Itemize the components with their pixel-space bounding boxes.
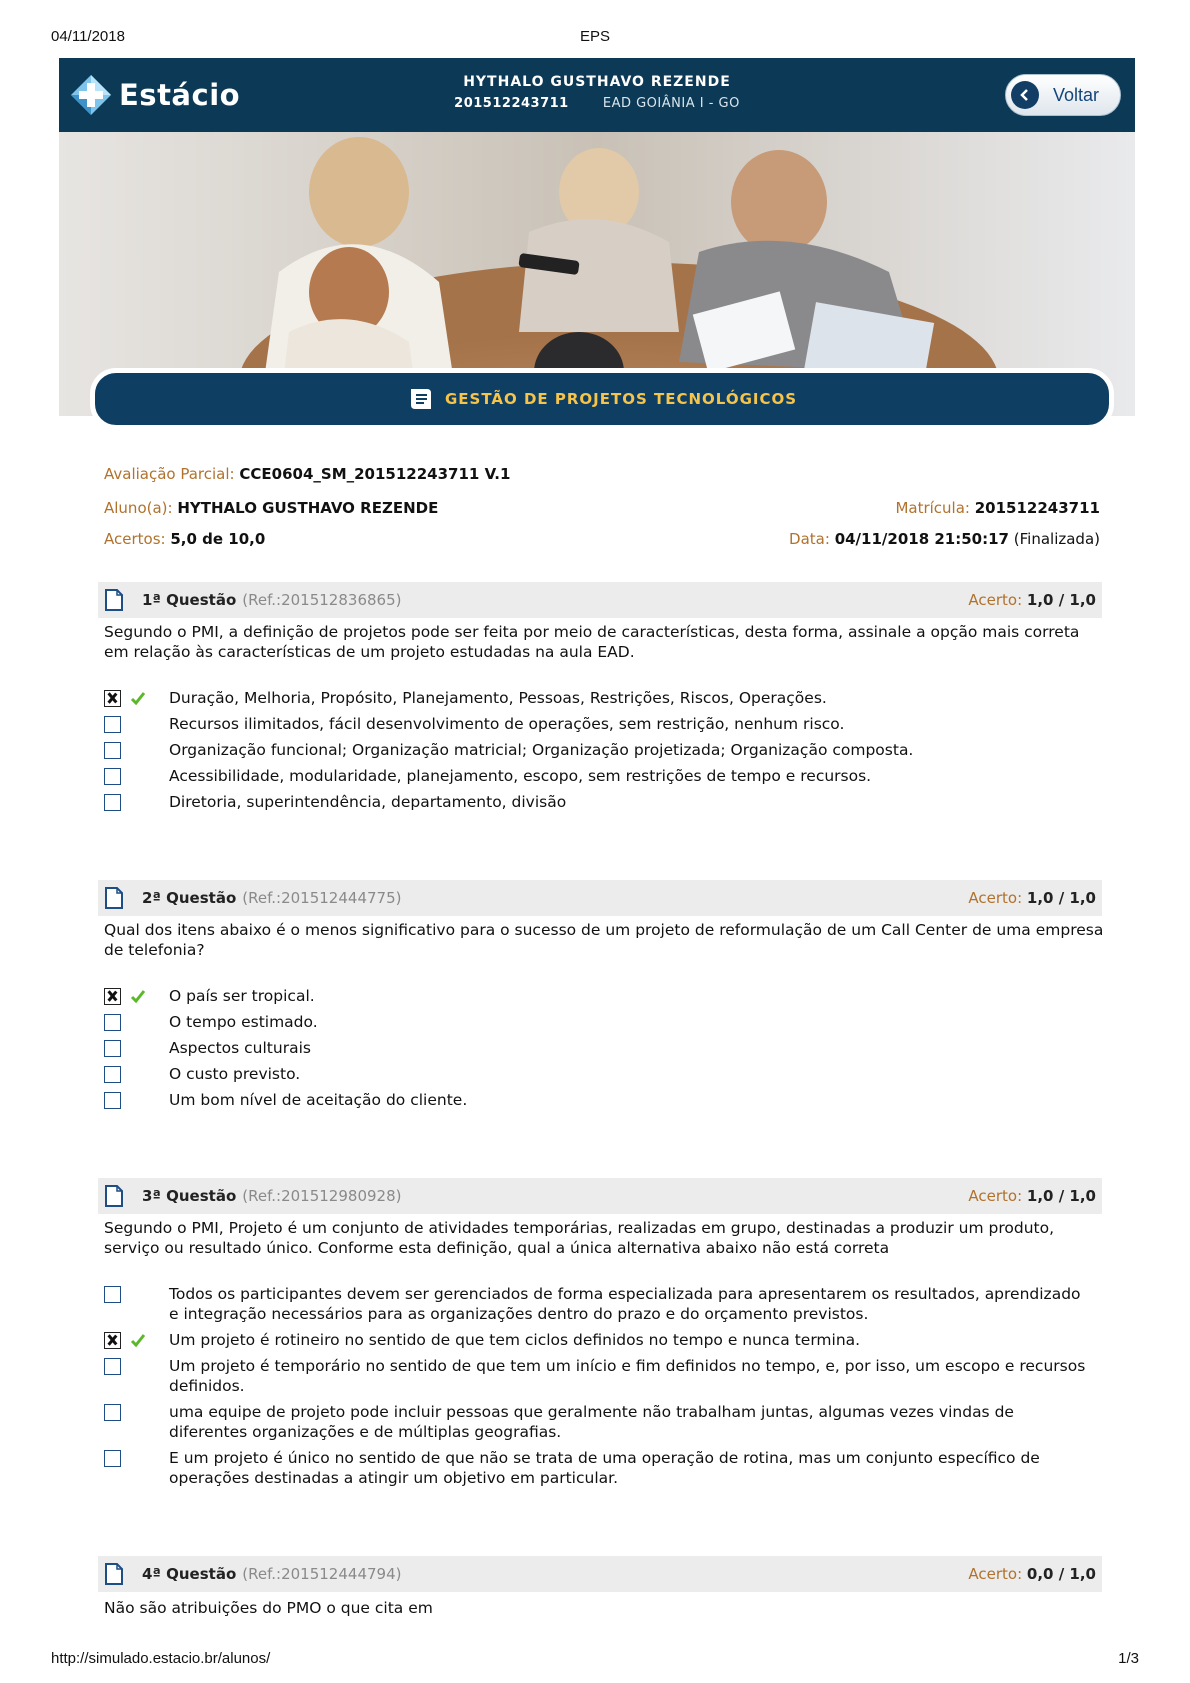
question-text: Qual dos itens abaixo é o menos significativo para o sucesso de um projeto de reformulação de um Call Center de uma empresa de telefonia? [104,921,1104,959]
question-ref: (Ref.:201512444794) [242,1565,402,1583]
option-text: O país ser tropical. [169,987,315,1005]
matricula-value: 201512243711 [974,499,1100,517]
question-text: Segundo o PMI, Projeto é um conjunto de atividades temporárias, realizadas em grupo, destinadas a produzir um produto, serviço ou resultado único. Conforme esta definição, qual a única alternativa abaixo não está correta [104,1219,1055,1257]
option-item[interactable] [104,1356,1104,1398]
checkmark-icon [130,988,146,1004]
matricula-row [895,499,1100,517]
acertos-label: Acertos: [104,530,166,548]
option-item[interactable] [104,714,1104,736]
option-text: Recursos ilimitados, fácil desenvolvimento de operações, sem restrição, nenhum risco. [169,715,845,733]
question-text: Não são atribuições do PMO o que cita em [104,1599,433,1617]
document-icon [104,1563,124,1585]
score-label: Acerto: [968,591,1023,609]
print-footer [51,1650,1139,1670]
student-row [104,499,438,517]
question-header [98,880,1102,916]
matricula-label: Matrícula: [895,499,970,517]
option-text: Diretoria, superintendência, departamento, divisão [169,793,567,811]
top-bar [59,58,1135,132]
question-ref: (Ref.:201512444775) [242,889,402,907]
option-item[interactable] [104,1448,1104,1490]
question-score [968,591,1096,609]
student-id: 201512243711 [454,96,569,111]
logo-text: Estácio [119,78,241,112]
checkbox[interactable] [104,1014,121,1031]
option-text: Organização funcional; Organização matricial; Organização projetizada; Organização composta. [169,741,914,759]
option-text: Um projeto é rotineiro no sentido de que tem ciclos definidos no tempo e nunca termina. [169,1331,861,1349]
option-text: E um projeto é único no sentido de que não se trata de uma operação de rotina, mas um conjunto específico de operações destinadas a atingir um objetivo em particular. [169,1449,1040,1487]
checkbox-checked[interactable] [104,690,121,707]
checkbox[interactable] [104,1358,121,1375]
option-item[interactable] [104,766,1104,788]
checkbox[interactable] [104,1040,121,1057]
question-number: 2ª Questão [142,889,237,907]
question-ref: (Ref.:201512980928) [242,1187,402,1205]
score-max: / 1,0 [1053,889,1096,907]
question-header [98,1556,1102,1592]
print-page-number: 1/3 [1118,1650,1139,1667]
checkmark-icon [130,1332,146,1348]
option-text: O tempo estimado. [169,1013,318,1031]
option-item[interactable] [104,1284,1104,1326]
question-score [968,1187,1096,1205]
question-score [968,1565,1096,1583]
option-text: Acessibilidade, modularidade, planejamento, escopo, sem restrições de tempo e recursos. [169,767,872,785]
checkbox[interactable] [104,1450,121,1467]
option-text: Um projeto é temporário no sentido de que tem um início e fim definidos no tempo, e, por isso, um escopo e recursos definidos. [169,1357,1086,1395]
print-url: http://simulado.estacio.br/alunos/ [51,1650,271,1667]
checkbox[interactable] [104,1286,121,1303]
option-item[interactable] [104,688,1104,710]
score-max: / 1,0 [1053,591,1096,609]
student-info [59,74,1135,111]
question-number: 3ª Questão [142,1187,237,1205]
evaluation-label: Avaliação Parcial: [104,465,235,483]
evaluation-code: CCE0604_SM_201512243711 V.1 [239,465,511,483]
document-icon [104,589,124,611]
print-header [51,28,1139,48]
checkbox[interactable] [104,768,121,785]
checkbox-checked[interactable] [104,1332,121,1349]
option-item[interactable] [104,792,1104,814]
question-score [968,889,1096,907]
score-max: / 1,0 [1053,1565,1096,1583]
option-item[interactable] [104,1402,1104,1444]
option-text: Duração, Melhoria, Propósito, Planejamento, Pessoas, Restrições, Riscos, Operações. [169,689,827,707]
document-icon [104,887,124,909]
print-date: 04/11/2018 [51,28,125,45]
checkbox[interactable] [104,742,121,759]
acertos-value: 5,0 de 10,0 [170,530,266,548]
option-text: O custo previsto. [169,1065,301,1083]
score-label: Acerto: [968,1187,1023,1205]
score-value: 1,0 [1026,1187,1054,1205]
student-value: HYTHALO GUSTHAVO REZENDE [177,499,439,517]
date-value: 04/11/2018 21:50:17 [834,530,1009,548]
score-label: Acerto: [968,1565,1023,1583]
checkbox[interactable] [104,1404,121,1421]
student-label: Aluno(a): [104,499,173,517]
option-item[interactable] [104,1330,1104,1352]
question-ref: (Ref.:201512836865) [242,591,402,609]
score-value: 1,0 [1026,889,1054,907]
option-text: Aspectos culturais [169,1039,311,1057]
book-icon [407,385,435,413]
chevron-left-icon [1011,81,1039,109]
checkbox[interactable] [104,1092,121,1109]
status-value: (Finalizada) [1013,530,1100,548]
score-label: Acerto: [968,889,1023,907]
checkbox[interactable] [104,794,121,811]
document-icon [104,1185,124,1207]
score-value: 0,0 [1026,1565,1054,1583]
option-item[interactable] [104,1012,1104,1034]
question-text: Segundo o PMI, a definição de projetos pode ser feita por meio de características, desta forma, assinale a opção mais correta em relação às características de um projeto estudadas na aula EAD. [104,623,1080,661]
back-button-label: Voltar [1053,84,1100,105]
score-max: / 1,0 [1053,1187,1096,1205]
evaluation-code-row [104,465,510,483]
option-item[interactable] [104,1090,1104,1112]
question-header [98,1178,1102,1214]
acertos-row [104,530,265,548]
option-item[interactable] [104,740,1104,762]
checkbox-checked[interactable] [104,988,121,1005]
date-row [789,530,1100,548]
option-item[interactable] [104,1064,1104,1086]
back-button[interactable] [1005,74,1121,116]
option-text: Todos os participantes devem ser gerenciados de forma especializada para apresentarem os resultados, aprendizado e integração necessários para as organizações dentro do prazo e do orçamento previstos. [169,1285,1081,1323]
option-item[interactable] [104,1038,1104,1060]
checkbox[interactable] [104,716,121,733]
checkmark-icon [130,690,146,706]
student-name: HYTHALO GUSTHAVO REZENDE [463,74,731,90]
campus-label: EAD GOIÂNIA I - GO [602,96,740,111]
score-value: 1,0 [1026,591,1054,609]
question-header [98,582,1102,618]
option-text: uma equipe de projeto pode incluir pessoas que geralmente não trabalham juntas, algumas vezes vindas de diferentes organizações e de múltiplas geografias. [169,1403,1014,1441]
date-label: Data: [789,530,830,548]
course-title: GESTÃO DE PROJETOS TECNOLÓGICOS [444,390,798,408]
option-text: Um bom nível de aceitação do cliente. [169,1091,468,1109]
question-number: 4ª Questão [142,1565,237,1583]
print-title: EPS [579,28,610,45]
question-number: 1ª Questão [142,591,237,609]
checkbox[interactable] [104,1066,121,1083]
option-item[interactable] [104,986,1104,1008]
course-title-bar [90,368,1114,430]
